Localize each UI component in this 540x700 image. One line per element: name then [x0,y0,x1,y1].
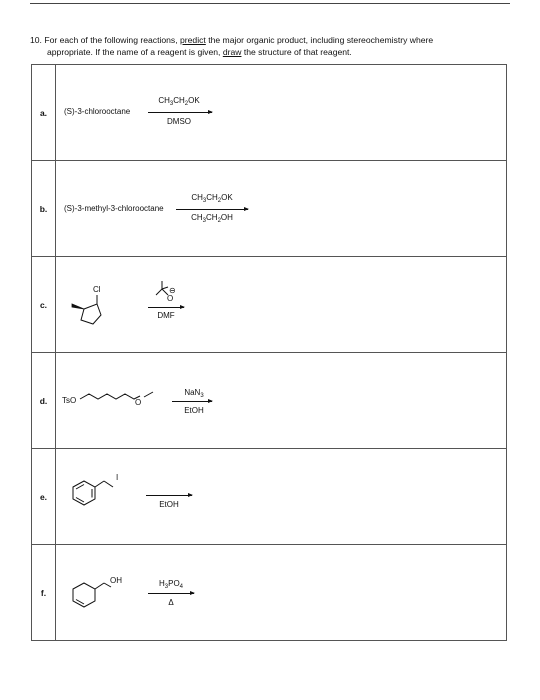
reaction-cell-c[interactable] [56,257,507,353]
reagent-top-a: $CH_3CH_2OK$ [158,96,200,107]
reaction-arrow-c [148,307,184,308]
question-number: 10. [30,35,42,45]
substituent-iodine: I [116,473,119,482]
reagent-bottom-c: DMF [157,311,175,320]
left-group-tso: TsO [62,396,77,405]
reaction-arrow-a [148,112,212,113]
question-text-1: For each of the following reactions, [44,35,178,45]
substrate-name-b: (S)-3-methyl-3-chlorooctane [64,204,164,213]
reagent-bottom-f: Δ [168,598,174,607]
row-label-d: d. [32,353,56,449]
substituent-hydroxyl: OH [110,576,122,585]
reagent-top-d: NaN$_3$ [184,388,204,399]
oxygen-atom-c: O [167,294,174,303]
reaction-row-c [32,257,507,353]
chlorocyclopentane-structure [56,257,256,352]
benzyl-iodide-structure [56,449,156,544]
reaction-row-b [32,161,507,257]
cyclohexenyl-methanol-structure [56,545,156,640]
reaction-arrow-f [148,593,194,594]
top-rule [30,3,510,4]
draw-word: draw [222,46,242,57]
reaction-row-a [32,65,507,161]
tosylate-ether-structure [56,353,186,448]
row-label-a: a. [32,65,56,161]
reaction-cell-f[interactable] [56,545,507,641]
reagent-bottom-d: EtOH [184,406,204,415]
reaction-arrow-d [172,401,212,402]
oxygen-atom-d: O [135,398,142,407]
predict-word: predict [180,35,206,45]
question-text-2: the major organic product, including stereochemistry where [208,35,434,45]
reaction-row-e [32,449,507,545]
reaction-cell-d[interactable] [56,353,507,449]
reagent-bottom-b: $CH_3CH_2OH$ [191,213,233,224]
reaction-arrow-b [176,209,248,210]
question-line-1 [30,35,520,47]
question-line-2 [30,47,520,59]
row-label-b: b. [32,161,56,257]
reaction-row-d [32,353,507,449]
negative-charge: ⊖ [169,286,176,295]
reagent-bottom-e: EtOH [159,500,179,509]
reagent-top-b: $CH_3CH_2OK$ [191,193,233,204]
reagent-bottom-a: DMSO [167,117,191,126]
row-label-e: e. [32,449,56,545]
reaction-row-f [32,545,507,641]
question-text-4: the structure of that reagent. [243,46,352,57]
reactions-table [31,64,507,641]
reaction-arrow-e [146,495,192,496]
reaction-cell-b[interactable] [56,161,507,257]
row-label-c: c. [32,257,56,353]
row-label-f: f. [32,545,56,641]
reaction-cell-e[interactable] [56,449,507,545]
question-text [30,35,520,58]
substituent-cl: Cl [93,285,101,294]
reaction-cell-a[interactable] [56,65,507,161]
question-text-3: appropriate. If the name of a reagent is given, [47,46,221,57]
reagent-top-f: $H_3PO_4$ [158,579,184,590]
substrate-name-a: (S)-3-chlorooctane [64,107,131,116]
